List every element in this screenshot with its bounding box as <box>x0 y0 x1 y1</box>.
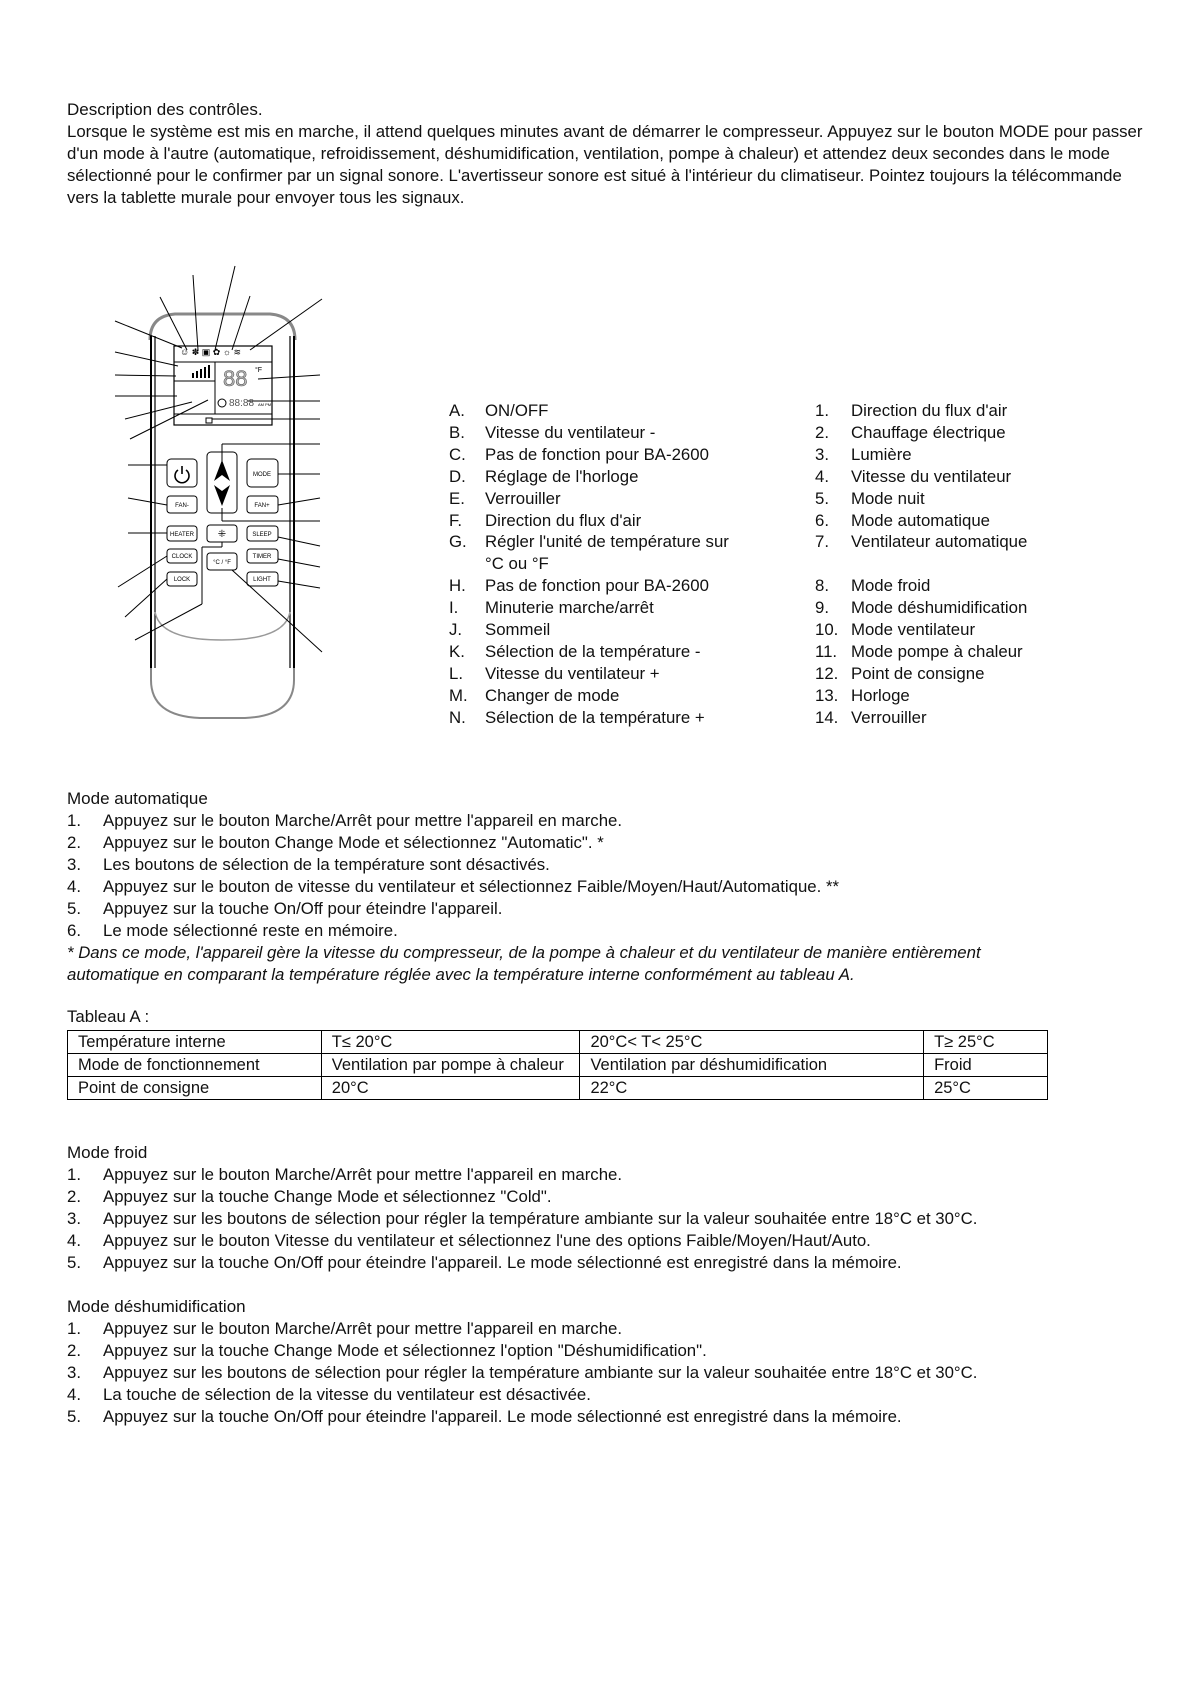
item-text: Verrouiller <box>851 707 927 727</box>
item-text: Appuyez sur la touche On/Off pour éteindre l'appareil. <box>103 899 503 918</box>
dehum-title: Mode déshumidification <box>67 1297 246 1316</box>
item-number: G. <box>449 532 467 552</box>
item-number: 6. <box>815 510 829 530</box>
item-text: Lumière <box>851 444 912 464</box>
dehum-section <box>67 1296 1167 1428</box>
item-text: Appuyez sur le bouton Marche/Arrêt pour mettre l'appareil en marche. <box>103 1319 623 1338</box>
item-text: Sélection de la température + <box>485 707 705 727</box>
item-number: B. <box>449 422 465 442</box>
item-number: 3. <box>67 1363 81 1382</box>
item-number: 8. <box>815 576 829 596</box>
item-number: 9. <box>815 598 829 618</box>
item-text: Appuyez sur les boutons de sélection pour régler la température ambiante sur la valeur souhaitée entre 18°C et 30°C. <box>103 1363 978 1382</box>
item-text: Direction du flux d'air <box>851 401 1008 420</box>
item-number: 6. <box>67 921 81 940</box>
item-number: N. <box>449 707 466 727</box>
cold-title: Mode froid <box>67 1143 148 1162</box>
table-caption: Tableau A : <box>67 1007 150 1026</box>
fan-plus-button[interactable]: FAN+ <box>254 503 270 509</box>
up-arrow-icon <box>214 460 230 481</box>
item-text: Le mode sélectionné reste en mémoire. <box>103 921 398 940</box>
down-arrow-icon <box>214 485 230 506</box>
item-number: 11. <box>815 641 838 661</box>
item-number: 12. <box>815 663 839 683</box>
item-text: Pas de fonction pour BA-2600 <box>485 444 709 464</box>
item-text: Sommeil <box>485 620 551 639</box>
item-text: °C ou °F <box>485 554 549 574</box>
item-text: Appuyez sur le bouton de vitesse du ventilateur et sélectionnez Faible/Moyen/Haut/Automatique. ** <box>103 877 840 896</box>
table-cell: Mode de fonctionnement <box>68 1054 322 1077</box>
item-number: 1. <box>67 1319 81 1338</box>
item-text: Changer de mode <box>485 685 620 705</box>
intro-body: Lorsque le système est mis en marche, il attend quelques minutes avant de démarrer le compresseur. Appuyez sur le bouton MODE pour passer d'un mode à l'autre (automatique, refroidissement, déshumidification, ventilation, pompe à chaleur) et attendez deux secondes dans le mode sélectionné pour le confirmer par un signal sonore. L'avertisseur sonore est situé à l'intérieur du climatiseur. Pointez toujours la télécommande vers la tablette murale pour envoyer tous les signaux. <box>67 122 1143 207</box>
lcd-ampm: AM PM <box>258 402 272 407</box>
item-number: 4. <box>67 1231 81 1250</box>
table-cell: Température interne <box>68 1031 322 1054</box>
item-text: ON/OFF <box>485 401 549 420</box>
swing-icon: ⁜ <box>217 529 227 540</box>
item-text: Régler l'unité de température sur <box>485 532 729 552</box>
item-number: K. <box>449 641 465 661</box>
lcd-unit: °F <box>255 367 263 374</box>
item-text: Appuyez sur le bouton Marche/Arrêt pour mettre l'appareil en marche. <box>103 811 623 830</box>
item-text: Appuyez sur la touche Change Mode et sélectionnez l'option "Déshumidification". <box>103 1341 707 1360</box>
lock-button[interactable]: LOCK <box>173 577 191 583</box>
item-text: Appuyez sur les boutons de sélection pour régler la température ambiante sur la valeur souhaitée entre 18°C et 30°C. <box>103 1209 978 1228</box>
fan-minus-button[interactable]: FAN- <box>175 503 189 509</box>
auto-title: Mode automatique <box>67 789 208 808</box>
item-number: A. <box>449 401 465 420</box>
item-text: La touche de sélection de la vitesse du ventilateur est désactivée. <box>103 1385 591 1404</box>
item-number: 5. <box>67 1407 81 1426</box>
item-text: Sélection de la température - <box>485 641 701 661</box>
item-text: Direction du flux d'air <box>485 510 642 530</box>
item-number: 5. <box>67 899 81 918</box>
item-number: 4. <box>67 877 81 896</box>
table-cell: Ventilation par déshumidification <box>580 1054 924 1077</box>
table-cell: Point de consigne <box>68 1077 322 1100</box>
item-text: Appuyez sur la touche On/Off pour éteindre l'appareil. Le mode sélectionné est enregistré dans la mémoire. <box>103 1407 902 1426</box>
table-a <box>67 1030 1048 1100</box>
power-icon <box>175 466 189 483</box>
item-number: 4. <box>815 466 829 486</box>
table-row <box>68 1077 1048 1100</box>
table-cell: 25°C <box>924 1077 1048 1100</box>
timer-button[interactable]: TIMER <box>252 554 272 560</box>
item-text: Vitesse du ventilateur - <box>485 422 656 442</box>
item-number: 14. <box>815 707 839 727</box>
table-cell: T≥ 25°C <box>924 1031 1048 1054</box>
table-cell: T≤ 20°C <box>321 1031 580 1054</box>
item-number: 10. <box>815 620 839 639</box>
sleep-button[interactable]: SLEEP <box>252 532 272 538</box>
item-number: 1. <box>67 1165 81 1184</box>
item-number: J. <box>449 620 463 639</box>
item-text: Chauffage électrique <box>851 422 1006 442</box>
item-text: Les boutons de sélection de la température sont désactivés. <box>103 855 550 874</box>
item-text: Mode ventilateur <box>851 620 976 639</box>
item-number: L. <box>449 663 463 683</box>
item-text: Verrouiller <box>485 488 561 508</box>
item-text: Vitesse du ventilateur <box>851 466 1012 486</box>
item-number: 3. <box>67 1209 81 1228</box>
lcd-time: 88:88 <box>229 398 255 409</box>
item-number: 2. <box>815 422 829 442</box>
clock-button[interactable]: CLOCK <box>171 554 193 560</box>
item-number: 2. <box>67 1341 81 1360</box>
item-text: Point de consigne <box>851 663 985 683</box>
lock-icon <box>206 418 212 423</box>
item-text: Appuyez sur la touche On/Off pour éteindre l'appareil. Le mode sélectionné est enregistré dans la mémoire. <box>103 1253 902 1272</box>
item-text: Appuyez sur le bouton Change Mode et sélectionnez "Automatic". * <box>103 833 604 852</box>
table-cell: 20°C< T< 25°C <box>580 1031 924 1054</box>
item-number: 5. <box>815 488 829 508</box>
lcd-mode-icons: ☺ ✽ ▣ ✿ ☼ ≋ <box>180 347 242 357</box>
clock-icon <box>218 399 226 407</box>
light-button[interactable]: LIGHT <box>253 577 271 583</box>
item-text: Appuyez sur le bouton Marche/Arrêt pour mettre l'appareil en marche. <box>103 1165 623 1184</box>
item-number: D. <box>449 466 466 486</box>
intro-title: Description des contrôles. <box>67 100 263 119</box>
table-row <box>68 1031 1048 1054</box>
item-number: 13. <box>815 685 839 705</box>
item-number: 5. <box>67 1253 81 1272</box>
item-number: 1. <box>815 401 829 420</box>
lcd-temp: 88 <box>223 366 248 391</box>
item-number: E. <box>449 488 465 508</box>
table-row <box>68 1054 1048 1077</box>
item-text: Appuyez sur le bouton Vitesse du ventilateur et sélectionnez l'une des options Faible/Moyen/Haut/Auto. <box>103 1231 871 1250</box>
item-text: Mode déshumidification <box>851 598 1028 618</box>
auto-note-2: automatique en comparant la température réglée avec la température interne conformément au tableau A. <box>67 965 855 984</box>
item-number: 7. <box>815 532 829 552</box>
item-number: 1. <box>67 811 81 830</box>
item-text: Minuterie marche/arrêt <box>485 598 654 618</box>
item-number: I. <box>449 598 459 618</box>
item-number: 2. <box>67 833 81 852</box>
mode-button[interactable]: MODE <box>253 472 271 478</box>
auto-note-1: * Dans ce mode, l'appareil gère la vitesse du compresseur, de la pompe à chaleur et du ventilateur de manière entièrement <box>67 943 981 962</box>
item-number: 4. <box>67 1385 81 1404</box>
item-number: 3. <box>67 855 81 874</box>
item-text: Réglage de l'horloge <box>485 466 639 486</box>
item-number: M. <box>449 685 468 705</box>
item-text: Mode pompe à chaleur <box>851 641 1023 661</box>
item-text: Mode automatique <box>851 510 991 530</box>
item-text: Vitesse du ventilateur + <box>485 663 660 683</box>
item-text: Appuyez sur la touche Change Mode et sélectionnez "Cold". <box>103 1187 552 1206</box>
table-cell: 22°C <box>580 1077 924 1100</box>
item-text: Mode nuit <box>851 488 925 508</box>
table-cell: Froid <box>924 1054 1048 1077</box>
item-text: Ventilateur automatique <box>851 532 1028 552</box>
auto-section <box>67 788 1167 986</box>
cold-section <box>67 1142 1167 1274</box>
table-cell: 20°C <box>321 1077 580 1100</box>
table-cell: Ventilation par pompe à chaleur <box>321 1054 580 1077</box>
item-number: F. <box>449 510 463 530</box>
item-number: 2. <box>67 1187 81 1206</box>
item-text: Mode froid <box>851 576 931 596</box>
item-text: Horloge <box>851 685 910 705</box>
unit-button[interactable]: °C / °F <box>213 560 231 566</box>
item-text: Pas de fonction pour BA-2600 <box>485 576 709 596</box>
heater-button[interactable]: HEATER <box>170 532 194 538</box>
item-number: C. <box>449 444 466 464</box>
item-number: H. <box>449 576 466 596</box>
item-number: 3. <box>815 444 829 464</box>
